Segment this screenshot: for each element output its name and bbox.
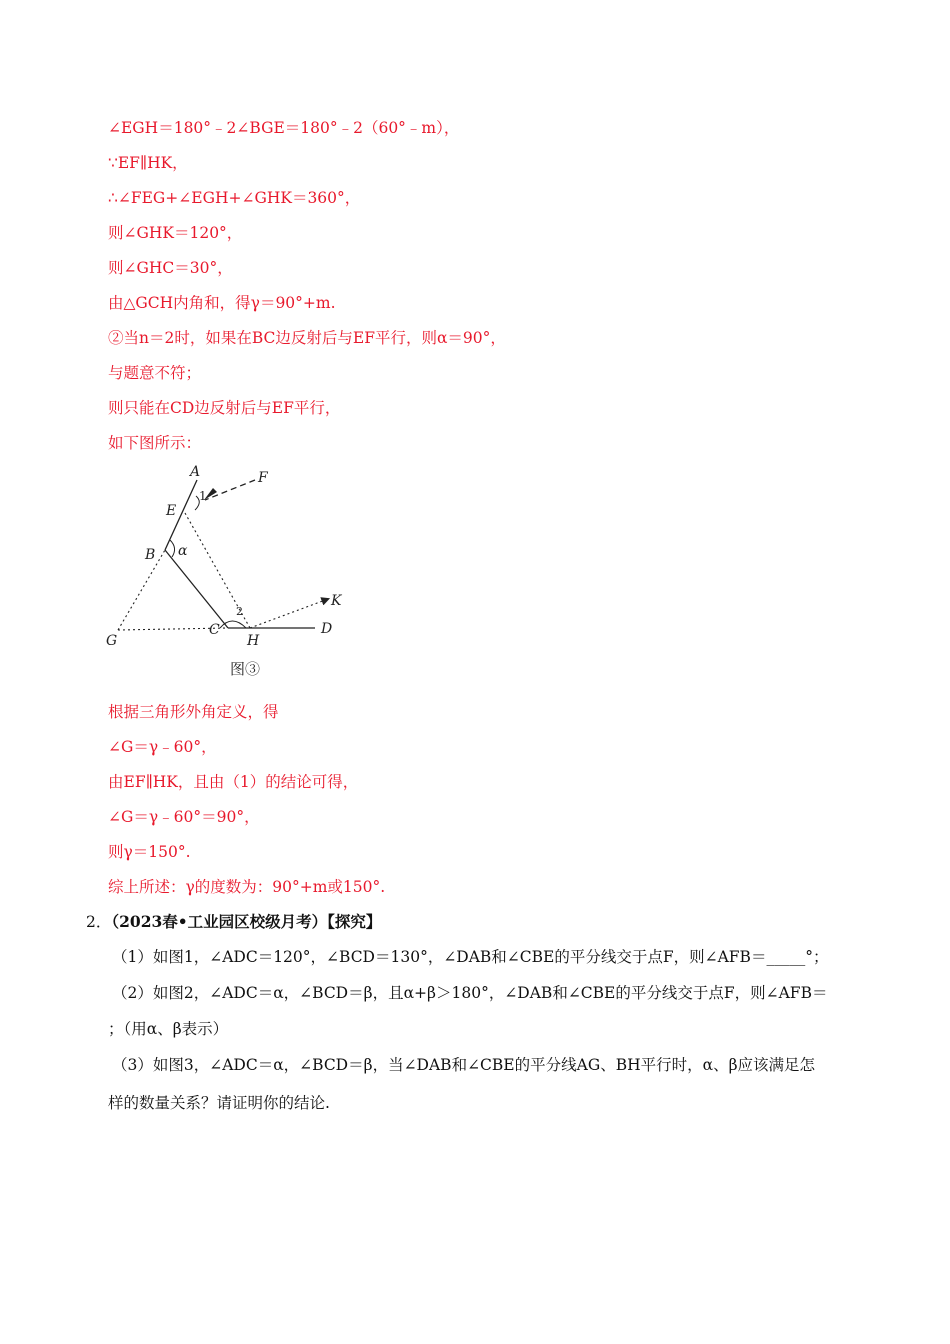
solution-line: ∵EF∥HK， <box>108 154 188 172</box>
label-d: D <box>321 621 333 637</box>
label-b: B <box>145 547 156 563</box>
label-f: F <box>258 470 268 486</box>
solution-line: ∠G＝γ﹣60°， <box>108 738 217 756</box>
question-3: （3）如图3，∠ADC＝α，∠BCD＝β，当∠DAB和∠CBE的平分线AG、BH平行时，α、β应该满足怎 <box>112 1056 816 1074</box>
solution-line: 由△GCH内角和，得γ＝90°+m. <box>108 294 336 312</box>
solution-line: ∠G＝γ﹣60°＝90°， <box>108 808 260 826</box>
label-a: A <box>190 464 201 480</box>
label-c: C <box>209 622 220 638</box>
solution-line: ∠EGH＝180°﹣2∠BGE＝180°﹣2（60°﹣m）， <box>108 119 460 137</box>
question-1: （1）如图1，∠ADC＝120°，∠BCD＝130°，∠DAB和∠CBE的平分线交于点F，则∠AFB＝_____°； <box>112 948 829 966</box>
solution-line: 则∠GHK＝120°， <box>108 224 243 242</box>
solution-line: ∴∠FEG+∠EGH+∠GHK＝360°， <box>108 189 361 207</box>
label-e: E <box>166 503 177 519</box>
figure-svg <box>100 458 360 688</box>
solution-line: 与题意不符； <box>108 364 202 382</box>
question-2-cont: ；（用α、β表示） <box>108 1020 229 1038</box>
label-h: H <box>247 633 260 649</box>
solution-line: 根据三角形外角定义，得 <box>108 703 279 721</box>
label-angle-1: 1 <box>199 489 207 503</box>
solution-line: 则γ＝150°. <box>108 843 191 861</box>
problem-header <box>86 912 381 932</box>
solution-line: 则只能在CD边反射后与EF平行， <box>108 399 341 417</box>
dotted-hk <box>250 599 328 628</box>
question-3-cont: 样的数量关系？请证明你的结论. <box>108 1094 330 1112</box>
label-alpha: α <box>178 543 188 559</box>
problem-number: 2． <box>86 913 112 931</box>
segment-bc <box>165 550 228 628</box>
solution-line: 则∠GHC＝30°， <box>108 259 233 277</box>
dotted-gb <box>118 550 165 630</box>
label-g: G <box>106 633 118 649</box>
solution-line: 由EF∥HK，且由（1）的结论可得， <box>108 773 359 791</box>
label-k: K <box>331 593 342 609</box>
angle-alpha-arc <box>170 540 175 557</box>
solution-line: 综上所述：γ的度数为：90°+m或150°. <box>108 878 386 896</box>
problem-source: （2023春•工业园区校级月考）【探究】 <box>111 912 382 931</box>
question-2: （2）如图2，∠ADC＝α，∠BCD＝β，且α+β＞180°，∠DAB和∠CBE的平分线交于点F，则∠AFB＝ <box>112 984 828 1002</box>
solution-line: 如下图所示： <box>108 434 202 452</box>
geometry-figure <box>100 458 360 688</box>
solution-line: ②当n＝2时，如果在BC边反射后与EF平行，则α＝90°， <box>108 329 506 347</box>
label-angle-2: 2 <box>236 605 243 618</box>
figure-caption: 图③ <box>230 660 261 678</box>
